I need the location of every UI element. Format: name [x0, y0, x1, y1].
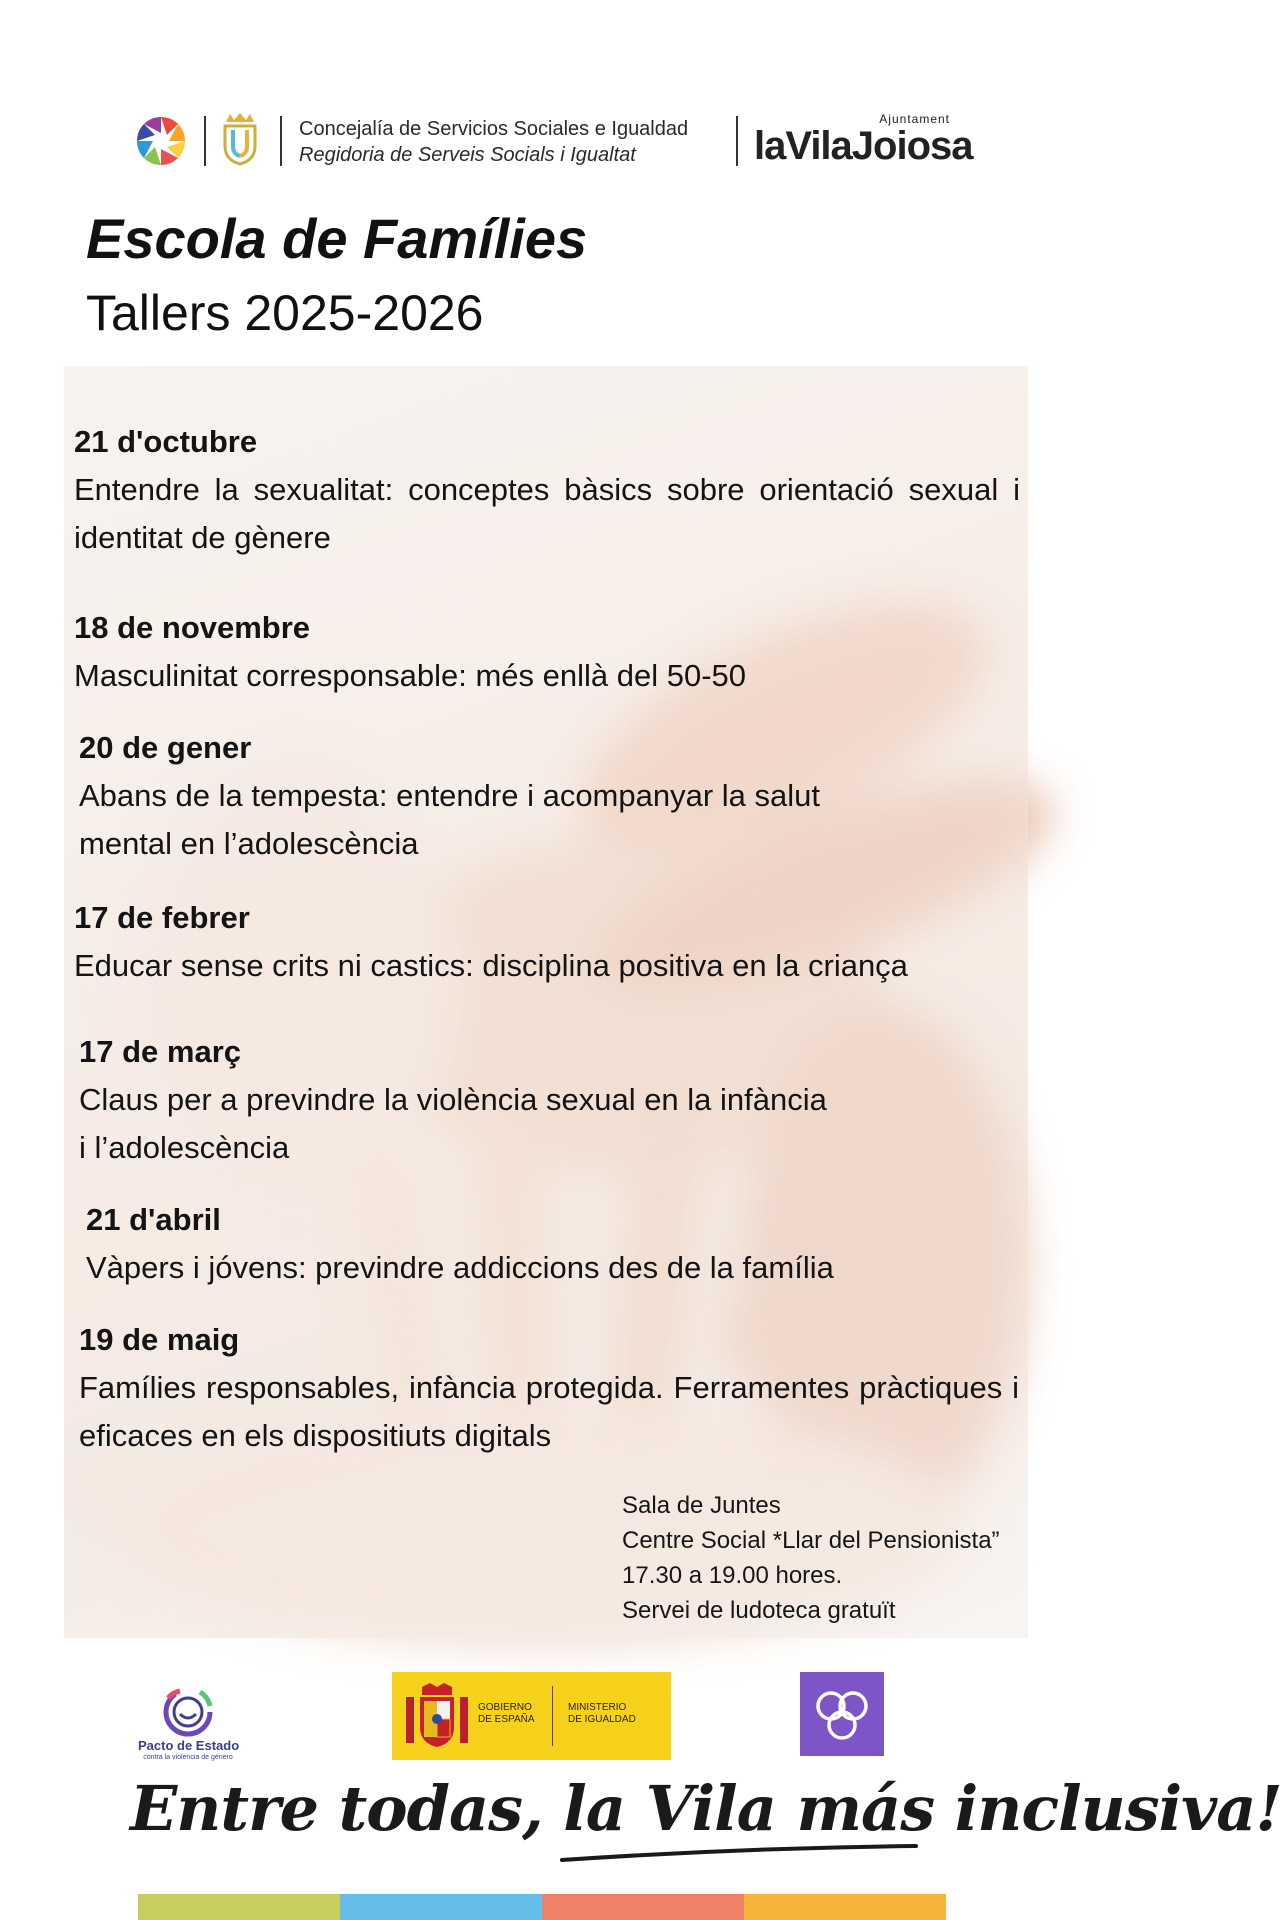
ajuntament-label: Ajuntament [879, 112, 950, 126]
slogan: Entre todas, la Vila más inclusiva! [130, 1772, 1282, 1845]
event-title-line-1: Claus per a previndre la violència sexual en la infància [79, 1082, 827, 1117]
event-title-line-2: i l’adolescència [79, 1130, 290, 1165]
igualdad-circles-logo [800, 1672, 884, 1756]
event-item [74, 418, 1020, 562]
villajoyosa-wordmark: laVilaJoiosa [754, 124, 973, 168]
department-name [299, 116, 688, 168]
header-logos [136, 112, 973, 168]
venue-building: Centre Social *Llar del Pensionista” [622, 1527, 1000, 1554]
ministerio-label [568, 1702, 636, 1726]
header-divider [204, 116, 206, 166]
event-title: Famílies responsables, infància protegida. Ferramentes pràctiques i eficaces en els dispositiuts digitals [79, 1370, 1019, 1453]
color-bar-orange [744, 1894, 946, 1920]
event-date: 19 de maig [79, 1322, 240, 1357]
venue-room: Sala de Juntes [622, 1492, 781, 1519]
slogan-underline [560, 1842, 920, 1864]
event-title: Entendre la sexualitat: conceptes bàsics sobre orientació sexual i identitat de gènere [74, 472, 1020, 555]
department-name-va: Regidoria de Serveis Socials i Igualtat [299, 144, 636, 166]
page-title: Escola de Famílies [86, 207, 588, 270]
department-name-es: Concejalía de Servicios Sociales e Igualdad [299, 118, 689, 140]
event-item [86, 1196, 1020, 1292]
color-bar-coral [542, 1894, 744, 1920]
pacto-de-estado-logo-icon [138, 1684, 238, 1740]
event-date: 21 d'abril [86, 1202, 221, 1237]
event-title-line-1: Abans de la tempesta: entendre i acompanyar la salut [79, 778, 821, 813]
header-divider [280, 116, 282, 166]
gobierno-ministerio-logo [392, 1672, 671, 1760]
event-item [79, 1316, 1019, 1460]
event-date: 18 de novembre [74, 610, 311, 645]
event-item [74, 604, 1020, 700]
color-wheel-logo-icon [136, 116, 186, 166]
event-item [79, 1028, 1019, 1172]
event-item [74, 894, 1020, 990]
color-bar-green [138, 1894, 340, 1920]
gobierno-line-2: DE ESPAÑA [478, 1714, 535, 1725]
spain-coat-of-arms-icon [402, 1681, 472, 1751]
venue-info [622, 1488, 1000, 1628]
pacto-de-estado-logo [138, 1684, 238, 1764]
event-item [79, 724, 1019, 868]
igualdad-circles-icon [800, 1672, 884, 1756]
event-title-line-2: mental en l’adolescència [79, 826, 419, 861]
crowned-shield-logo-icon [220, 112, 260, 166]
page-subtitle: Tallers 2025-2026 [86, 285, 484, 341]
event-title: Masculinitat corresponsable: més enllà del 50-50 [74, 658, 747, 693]
ministerio-line-2: DE IGUALDAD [568, 1714, 636, 1725]
event-title: Educar sense crits ni castics: disciplina positiva en la criança [74, 948, 908, 983]
ministerio-line-1: MINISTERIO [568, 1702, 627, 1713]
pacto-name: Pacto de Estado [138, 1738, 240, 1753]
event-title: Vàpers i jóvens: previndre addiccions des de la família [86, 1250, 834, 1285]
workshops-panel [64, 366, 1028, 1638]
color-bar-blue [340, 1894, 542, 1920]
event-date: 17 de febrer [74, 900, 250, 935]
venue-childcare: Servei de ludoteca gratuït [622, 1597, 896, 1624]
event-date: 21 d'octubre [74, 424, 258, 459]
gobierno-label [478, 1702, 535, 1726]
event-date: 20 de gener [79, 730, 252, 765]
pacto-subtitle: contra la violencia de género [143, 1754, 233, 1761]
header-divider [736, 116, 738, 166]
venue-hours: 17.30 a 19.00 hores. [622, 1562, 843, 1589]
event-date: 17 de març [79, 1034, 241, 1069]
gobierno-line-1: GOBIERNO [478, 1702, 532, 1713]
villajoyosa-logo [754, 112, 973, 168]
gobierno-divider [552, 1686, 553, 1746]
